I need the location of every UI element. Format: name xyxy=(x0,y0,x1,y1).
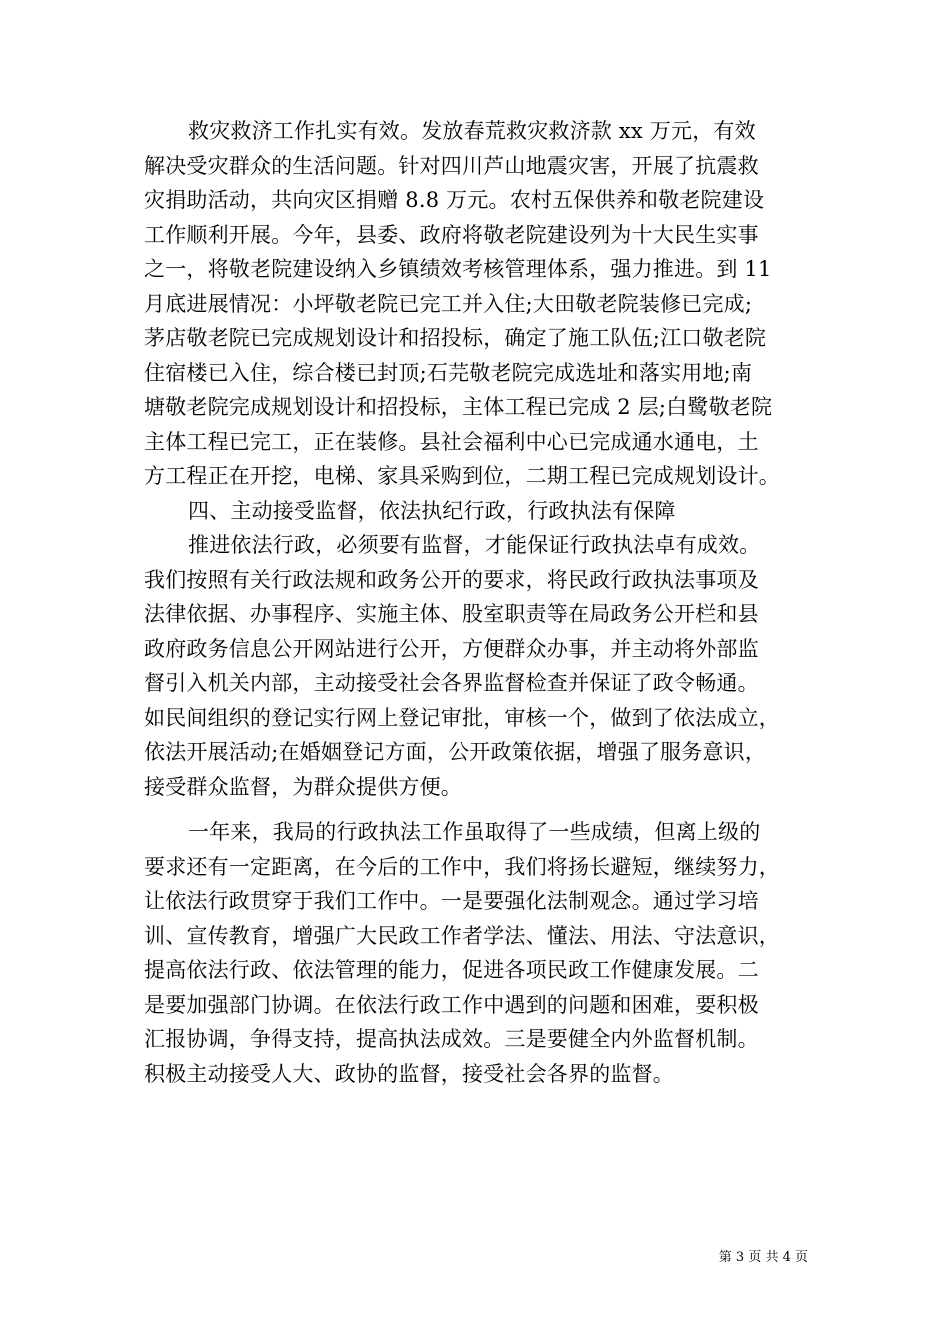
text-line: 训、宣传教育，增强广大民政工作者学法、懂法、用法、守法意识， xyxy=(144,923,780,948)
text-line: 主体工程已完工，正在装修。县社会福利中心已完成通水通电，土 xyxy=(144,429,759,454)
text-line: 让依法行政贯穿于我们工作中。一是要强化法制观念。通过学习培 xyxy=(144,889,759,913)
text-line: 解决受灾群众的生活问题。针对四川芦山地震灾害，开展了抗震救 xyxy=(144,153,759,178)
text-line: 四、主动接受监督，依法执纪行政，行政执法有保障 xyxy=(188,498,676,523)
text-line: 之一，将敬老院建设纳入乡镇绩效考核管理体系，强力推进。到 11 xyxy=(144,257,772,281)
text-line: 积极主动接受人大、政协的监督，接受社会各界的监督。 xyxy=(144,1061,674,1086)
text-line: 依法开展活动;在婚姻登记方面，公开政策依据，增强了服务意识， xyxy=(144,740,767,764)
text-line: 我们按照有关行政法规和政务公开的要求，将民政行政执法事项及 xyxy=(144,567,759,592)
text-line: 如民间组织的登记实行网上登记审批，审核一个，做到了依法成立， xyxy=(144,705,780,730)
page-number: 第 3 页 共 4 页 xyxy=(718,1250,808,1265)
text-line: 汇报协调，争得支持，提高执法成效。三是要健全内外监督机制。 xyxy=(144,1027,759,1051)
text-line: 救灾救济工作扎实有效。发放春荒救灾救济款 xx 万元，有效 xyxy=(188,119,756,143)
text-line: 接受群众监督，为群众提供方便。 xyxy=(144,774,462,799)
text-line: 茅店敬老院已完成规划设计和招投标，确定了施工队伍;江口敬老院 xyxy=(144,326,767,350)
text-line: 灾捐助活动，共向灾区捐赠 8.8 万元。农村五保供养和敬老院建设 xyxy=(144,188,765,212)
text-line: 要求还有一定距离，在今后的工作中，我们将扬长避短，继续努力， xyxy=(144,854,780,879)
text-line: 法律依据、办事程序、实施主体、股室职责等在局政务公开栏和县 xyxy=(144,602,759,626)
text-line: 住宿楼已入住，综合楼已封顶;石芫敬老院完成选址和落实用地;南 xyxy=(144,360,753,385)
text-line: 是要加强部门协调。在依法行政工作中遇到的问题和困难，要积极 xyxy=(144,992,759,1017)
text-line: 方工程正在开挖，电梯、家具采购到位，二期工程已完成规划设计。 xyxy=(144,464,780,488)
text-line: 工作顺利开展。今年，县委、政府将敬老院建设列为十大民生实事 xyxy=(144,222,759,247)
text-line: 政府政务信息公开网站进行公开，方便群众办事，并主动将外部监 xyxy=(144,636,759,661)
text-line: 提高依法行政、依法管理的能力，促进各项民政工作健康发展。二 xyxy=(144,958,759,982)
text-line: 督引入机关内部，主动接受社会各界监督检查并保证了政令畅通。 xyxy=(144,671,759,695)
text-line: 塘敬老院完成规划设计和招投标，主体工程已完成 2 层;白鹭敬老院 xyxy=(144,395,773,419)
text-line: 一年来，我局的行政执法工作虽取得了一些成绩，但离上级的 xyxy=(188,820,761,844)
text-line: 月底进展情况：小坪敬老院已完工并入住;大田敬老院装修已完成; xyxy=(144,291,753,316)
text-line: 推进依法行政，必须要有监督，才能保证行政执法卓有成效。 xyxy=(188,533,761,557)
body-text xyxy=(144,114,808,1091)
